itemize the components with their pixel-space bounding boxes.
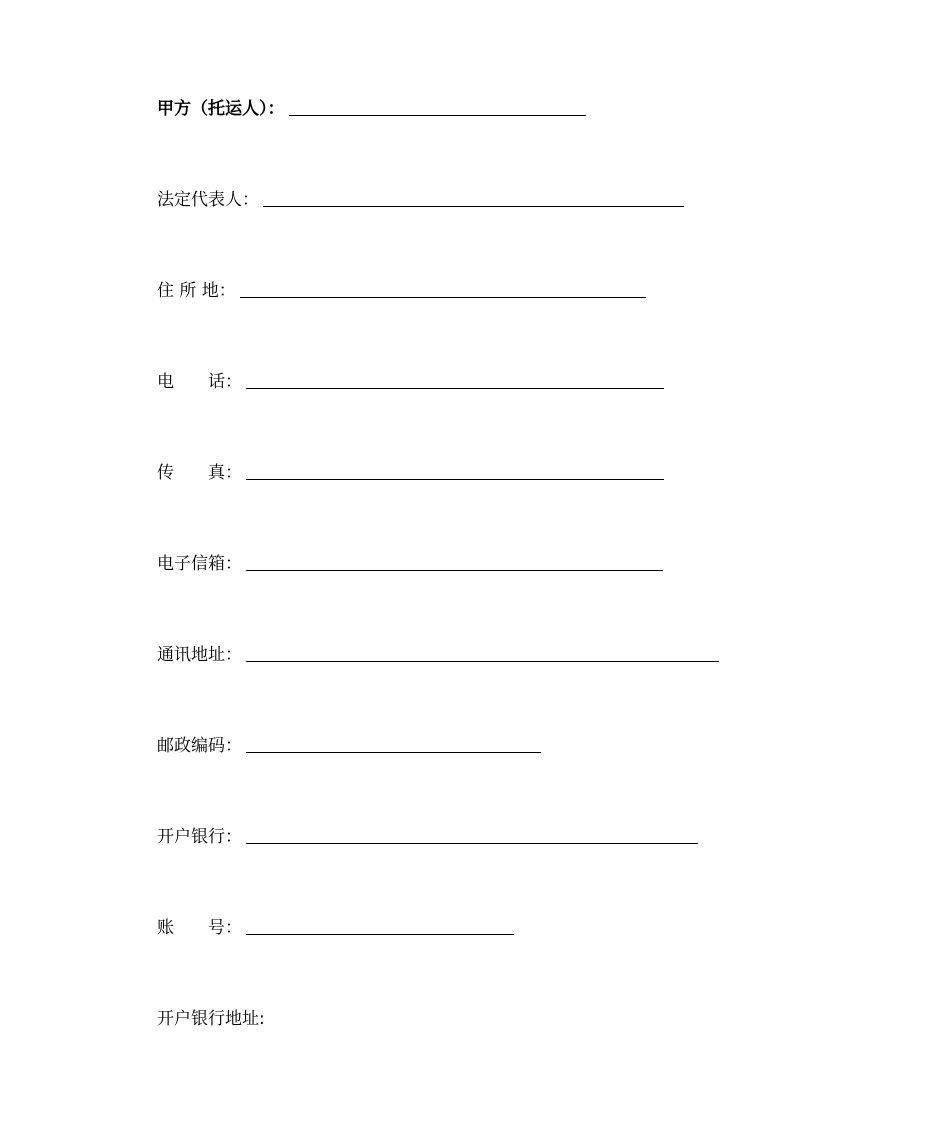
field-label: 传 真：	[157, 463, 242, 483]
field-domicile	[157, 279, 646, 303]
field-label: 电子信箱：	[157, 554, 242, 574]
field-label: 通讯地址：	[157, 645, 242, 665]
blank-line	[246, 933, 514, 935]
field-label: 甲方（托运人）：	[157, 99, 285, 119]
field-postal-code	[157, 734, 541, 758]
field-account-number	[157, 916, 514, 940]
field-label: 电 话：	[157, 372, 242, 392]
blank-line	[289, 114, 586, 116]
field-label: 开户银行地址:	[157, 1009, 265, 1029]
field-bank	[157, 825, 698, 849]
field-fax	[157, 461, 664, 485]
field-label: 法定代表人：	[157, 190, 259, 210]
blank-line	[263, 205, 684, 207]
field-telephone	[157, 370, 664, 394]
blank-line	[246, 751, 541, 753]
field-label: 账 号：	[157, 918, 242, 938]
blank-line	[246, 660, 719, 662]
field-email	[157, 552, 663, 576]
blank-line	[240, 296, 646, 298]
field-mailing-address	[157, 643, 719, 667]
blank-line	[246, 842, 698, 844]
field-label: 开户银行：	[157, 827, 242, 847]
field-legal-representative	[157, 188, 684, 212]
blank-line	[246, 569, 663, 571]
field-label: 住 所 地：	[157, 281, 236, 301]
field-label: 邮政编码：	[157, 736, 242, 756]
blank-line	[246, 478, 664, 480]
field-party-a	[157, 97, 586, 121]
blank-line	[246, 387, 664, 389]
field-bank-address	[157, 1007, 265, 1031]
